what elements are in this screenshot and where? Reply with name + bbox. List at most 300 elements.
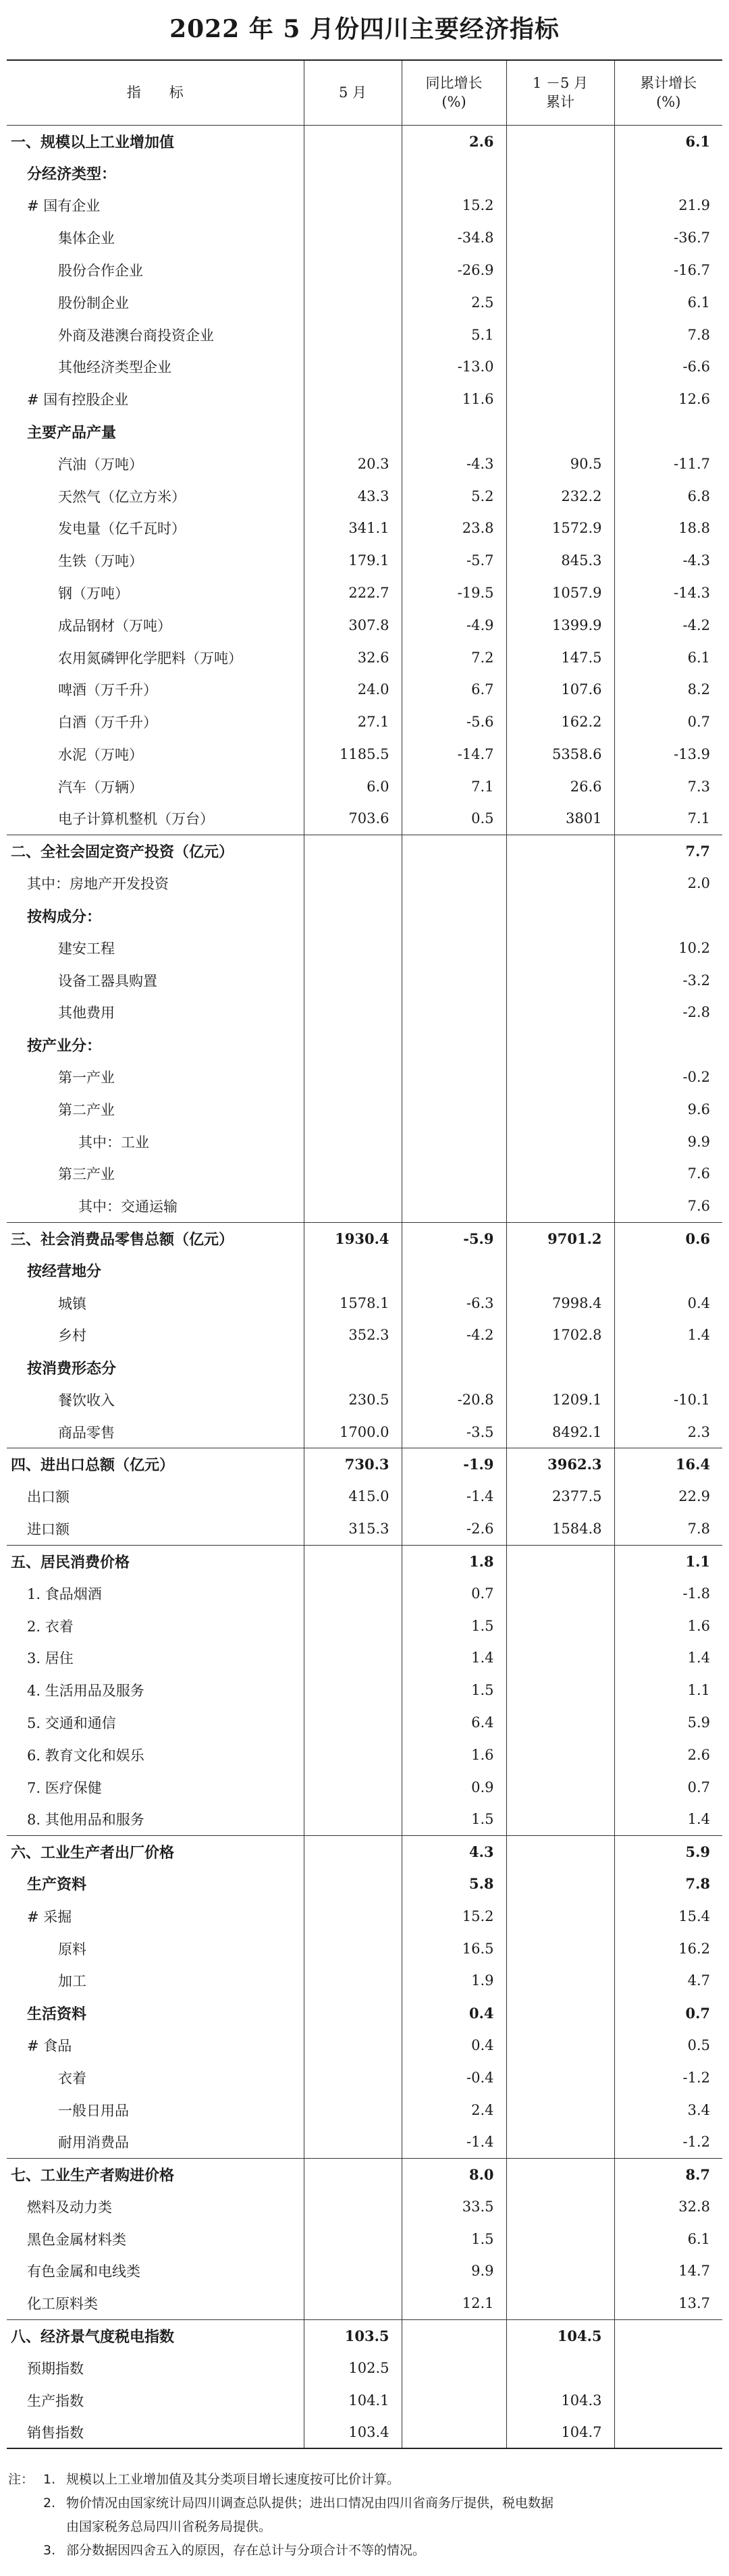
row-value bbox=[402, 1093, 506, 1126]
row-value: 5358.6 bbox=[506, 738, 614, 770]
row-value: 12.6 bbox=[614, 383, 722, 415]
row-value: 15.4 bbox=[614, 1900, 722, 1933]
table-body bbox=[7, 125, 722, 2448]
row-value bbox=[614, 2352, 722, 2384]
row-value bbox=[402, 964, 506, 997]
row-value: -36.7 bbox=[614, 221, 722, 254]
table-row bbox=[7, 1028, 722, 1061]
row-value: 9.9 bbox=[402, 2255, 506, 2288]
footnote bbox=[8, 2468, 721, 2492]
row-value: 90.5 bbox=[506, 448, 614, 480]
row-value: 43.3 bbox=[304, 480, 402, 512]
row-value bbox=[506, 1577, 614, 1610]
row-label: 主要产品产量 bbox=[27, 423, 117, 442]
row-value bbox=[304, 1997, 402, 2029]
row-label: 按经营地分 bbox=[27, 1263, 102, 1281]
row-value bbox=[304, 1545, 402, 1577]
row-value bbox=[402, 1158, 506, 1190]
row-value: -14.7 bbox=[402, 738, 506, 770]
row-value: 23.8 bbox=[402, 512, 506, 545]
row-label: 成品钢材（万吨） bbox=[58, 617, 171, 634]
header-may bbox=[304, 60, 402, 125]
row-value: 1.6 bbox=[614, 1610, 722, 1642]
row-label: # 食品 bbox=[27, 2037, 72, 2054]
row-value: 1057.9 bbox=[506, 577, 614, 609]
table-row bbox=[7, 125, 722, 157]
row-value: 845.3 bbox=[506, 544, 614, 577]
table-row bbox=[7, 803, 722, 835]
row-label: 生产指数 bbox=[27, 2392, 84, 2409]
row-value: 315.3 bbox=[304, 1513, 402, 1545]
row-value bbox=[506, 1610, 614, 1642]
row-value: 33.5 bbox=[402, 2190, 506, 2223]
table-row bbox=[7, 1093, 722, 1126]
row-value bbox=[304, 1933, 402, 1965]
row-value: 7.8 bbox=[614, 319, 722, 351]
row-label: 有色金属和电线类 bbox=[27, 2263, 140, 2280]
row-value bbox=[304, 932, 402, 964]
table-row bbox=[7, 2029, 722, 2061]
row-value bbox=[614, 2319, 722, 2352]
row-value: 352.3 bbox=[304, 1319, 402, 1351]
row-label: 化工原料类 bbox=[27, 2296, 98, 2313]
row-value: 16.4 bbox=[614, 1448, 722, 1481]
row-value: 1.4 bbox=[614, 1319, 722, 1351]
row-value bbox=[304, 221, 402, 254]
row-value bbox=[506, 2352, 614, 2384]
row-value: 102.5 bbox=[304, 2352, 402, 2384]
row-label: 设备工器具购置 bbox=[58, 972, 157, 989]
row-value: 1930.4 bbox=[304, 1222, 402, 1255]
table-row bbox=[7, 1641, 722, 1674]
row-label: 燃料及动力类 bbox=[27, 2199, 112, 2215]
row-value: 7.1 bbox=[402, 770, 506, 803]
row-value: 415.0 bbox=[304, 1480, 402, 1513]
row-value: -1.2 bbox=[614, 2126, 722, 2158]
row-label: 三、社会消费品零售总额（亿元） bbox=[7, 1222, 304, 1255]
row-value: 147.5 bbox=[506, 641, 614, 674]
row-label: 分经济类型： bbox=[27, 165, 117, 184]
row-value: 307.8 bbox=[304, 609, 402, 641]
row-value: 22.9 bbox=[614, 1480, 722, 1513]
footnote-text: 规模以上工业增加值及其分类项目增长速度按可比价计算。 bbox=[66, 2472, 400, 2487]
header-text: 同比增长 bbox=[425, 75, 483, 92]
table-row bbox=[7, 1577, 722, 1610]
row-value: 1578.1 bbox=[304, 1287, 402, 1319]
row-label: 啤酒（万千升） bbox=[58, 682, 157, 699]
header-yoy bbox=[402, 60, 506, 125]
row-value: 6.7 bbox=[402, 674, 506, 706]
row-value: -1.4 bbox=[402, 1480, 506, 1513]
row-value bbox=[614, 1028, 722, 1061]
table-row bbox=[7, 2126, 722, 2158]
header-text: (%) bbox=[656, 94, 681, 111]
row-value: 27.1 bbox=[304, 706, 402, 738]
row-value bbox=[506, 2126, 614, 2158]
row-label: 商品零售 bbox=[58, 1424, 115, 1441]
footnote-text: 部分数据因四舍五入的原因，存在总计与分项合计不等的情况。 bbox=[66, 2543, 426, 2558]
row-value: 104.3 bbox=[506, 2384, 614, 2417]
row-value bbox=[506, 383, 614, 415]
row-label: 农用氮磷钾化学肥料（万吨） bbox=[58, 650, 242, 666]
row-value bbox=[304, 899, 402, 932]
row-value bbox=[506, 125, 614, 157]
row-value: 20.3 bbox=[304, 448, 402, 480]
row-label: 其中：工业 bbox=[78, 1134, 149, 1151]
row-value bbox=[506, 1900, 614, 1933]
row-label: 外商及港澳台商投资企业 bbox=[58, 327, 214, 344]
row-value bbox=[304, 2190, 402, 2223]
table-row bbox=[7, 1126, 722, 1158]
row-value: -4.9 bbox=[402, 609, 506, 641]
row-value: 1.9 bbox=[402, 1964, 506, 1997]
row-value: -20.8 bbox=[402, 1384, 506, 1416]
row-value bbox=[304, 1351, 402, 1384]
row-label: 衣着 bbox=[58, 2070, 86, 2086]
table-row bbox=[7, 2190, 722, 2223]
footnote-text-continued: 由国家税务总局四川省税务局提供。 bbox=[66, 2519, 272, 2534]
row-value: 6.1 bbox=[614, 286, 722, 319]
row-value bbox=[304, 125, 402, 157]
row-value bbox=[304, 1706, 402, 1739]
row-label: 4. 生活用品及服务 bbox=[27, 1683, 144, 1700]
row-value: 26.6 bbox=[506, 770, 614, 803]
row-value bbox=[506, 1835, 614, 1868]
row-value: -11.7 bbox=[614, 448, 722, 480]
table-row bbox=[7, 1933, 722, 1965]
table-row bbox=[7, 932, 722, 964]
table-row bbox=[7, 1287, 722, 1319]
row-value bbox=[402, 2319, 506, 2352]
header-text: 累计增长 bbox=[640, 75, 697, 92]
row-value: 1.1 bbox=[614, 1674, 722, 1706]
row-value bbox=[506, 1351, 614, 1384]
table-row bbox=[7, 1416, 722, 1448]
row-value: -13.9 bbox=[614, 738, 722, 770]
row-value bbox=[506, 2255, 614, 2288]
table-row bbox=[7, 674, 722, 706]
footnote-number: 2. bbox=[43, 2496, 56, 2511]
row-value: 7.2 bbox=[402, 641, 506, 674]
row-value bbox=[402, 1190, 506, 1222]
row-value: 1399.9 bbox=[506, 609, 614, 641]
row-value: 2.0 bbox=[614, 867, 722, 899]
table-row bbox=[7, 2061, 722, 2094]
row-value bbox=[506, 1641, 614, 1674]
row-value bbox=[304, 2126, 402, 2158]
row-value bbox=[506, 997, 614, 1029]
table-row bbox=[7, 899, 722, 932]
row-label: # 国有控股企业 bbox=[27, 392, 129, 409]
footnote-label: 注： bbox=[8, 2472, 34, 2487]
row-value bbox=[304, 1028, 402, 1061]
row-label: 7. 医疗保健 bbox=[27, 1779, 102, 1796]
row-value: 9.9 bbox=[614, 1126, 722, 1158]
row-value bbox=[506, 1093, 614, 1126]
row-label: 五、居民消费价格 bbox=[7, 1545, 304, 1577]
row-value: -1.2 bbox=[614, 2061, 722, 2094]
row-value bbox=[614, 1255, 722, 1287]
row-value: 179.1 bbox=[304, 544, 402, 577]
row-value: 14.7 bbox=[614, 2255, 722, 2288]
row-value: 2.6 bbox=[614, 1739, 722, 1771]
row-value: 232.2 bbox=[506, 480, 614, 512]
row-value bbox=[402, 157, 506, 190]
row-value: 1.4 bbox=[614, 1803, 722, 1835]
row-value: 15.2 bbox=[402, 190, 506, 222]
row-label: 白酒（万千升） bbox=[58, 714, 157, 731]
table-row bbox=[7, 2223, 722, 2255]
row-value: 1209.1 bbox=[506, 1384, 614, 1416]
header-text: (%) bbox=[441, 94, 466, 111]
row-value bbox=[304, 2223, 402, 2255]
row-value: 32.8 bbox=[614, 2190, 722, 2223]
row-label: 其中：交通运输 bbox=[78, 1198, 178, 1215]
row-value: 4.7 bbox=[614, 1964, 722, 1997]
row-value: 6.0 bbox=[304, 770, 402, 803]
row-label: 6. 教育文化和娱乐 bbox=[27, 1747, 144, 1764]
table-row bbox=[7, 1964, 722, 1997]
row-value bbox=[304, 1093, 402, 1126]
header-cumulative bbox=[506, 60, 614, 125]
table-row bbox=[7, 738, 722, 770]
row-value: 107.6 bbox=[506, 674, 614, 706]
row-label: 其他费用 bbox=[58, 1005, 115, 1022]
table-row bbox=[7, 1255, 722, 1287]
row-value bbox=[506, 1028, 614, 1061]
row-value: 2.5 bbox=[402, 286, 506, 319]
row-value: 0.4 bbox=[402, 2029, 506, 2061]
row-value: 9701.2 bbox=[506, 1222, 614, 1255]
row-value bbox=[304, 1739, 402, 1771]
table-row bbox=[7, 1190, 722, 1222]
row-label: 建安工程 bbox=[58, 940, 115, 957]
row-value bbox=[304, 2094, 402, 2126]
table-row bbox=[7, 1900, 722, 1933]
row-value: 0.6 bbox=[614, 1222, 722, 1255]
row-value bbox=[304, 1577, 402, 1610]
row-value bbox=[304, 997, 402, 1029]
row-label: 预期指数 bbox=[27, 2360, 84, 2377]
row-value bbox=[506, 1771, 614, 1804]
row-value bbox=[304, 2158, 402, 2190]
table-row bbox=[7, 641, 722, 674]
row-value: 21.9 bbox=[614, 190, 722, 222]
row-value: -1.4 bbox=[402, 2126, 506, 2158]
row-value bbox=[304, 2029, 402, 2061]
footnote-label bbox=[8, 2539, 43, 2562]
row-value: 222.7 bbox=[304, 577, 402, 609]
row-value: 0.4 bbox=[402, 1997, 506, 2029]
table-row bbox=[7, 2384, 722, 2417]
header-text: 指 标 bbox=[126, 84, 184, 101]
row-value: 3801 bbox=[506, 803, 614, 835]
row-value bbox=[506, 286, 614, 319]
row-value bbox=[614, 1351, 722, 1384]
row-value: -4.3 bbox=[402, 448, 506, 480]
table-row bbox=[7, 448, 722, 480]
table-row bbox=[7, 2255, 722, 2288]
table-row bbox=[7, 2287, 722, 2319]
row-value: 1.1 bbox=[614, 1545, 722, 1577]
header-cum-growth bbox=[614, 60, 722, 125]
row-value bbox=[506, 964, 614, 997]
table-row bbox=[7, 2094, 722, 2126]
row-value bbox=[506, 1190, 614, 1222]
table-row bbox=[7, 1739, 722, 1771]
row-value: 0.7 bbox=[614, 1997, 722, 2029]
table-row bbox=[7, 1610, 722, 1642]
row-value bbox=[402, 1028, 506, 1061]
row-label: 餐饮收入 bbox=[58, 1392, 115, 1409]
row-value: -0.2 bbox=[614, 1061, 722, 1093]
row-value: 5.8 bbox=[402, 1868, 506, 1900]
table-row bbox=[7, 1351, 722, 1384]
row-value: 13.7 bbox=[614, 2287, 722, 2319]
footnote bbox=[8, 2539, 721, 2562]
row-label: 电子计算机整机（万台） bbox=[58, 811, 214, 828]
row-label: 生产资料 bbox=[27, 1876, 87, 1894]
row-value: 7998.4 bbox=[506, 1287, 614, 1319]
table-row bbox=[7, 190, 722, 222]
row-value: 32.6 bbox=[304, 641, 402, 674]
row-value: -14.3 bbox=[614, 577, 722, 609]
row-value: -4.2 bbox=[402, 1319, 506, 1351]
row-value: -5.6 bbox=[402, 706, 506, 738]
row-value: -2.6 bbox=[402, 1513, 506, 1545]
table-row bbox=[7, 2158, 722, 2190]
row-value: 104.5 bbox=[506, 2319, 614, 2352]
row-value bbox=[402, 2352, 506, 2384]
row-label: 2. 衣着 bbox=[27, 1618, 74, 1635]
row-value bbox=[506, 1868, 614, 1900]
row-label: 按产业分： bbox=[27, 1036, 102, 1055]
row-value: 103.4 bbox=[304, 2417, 402, 2449]
row-value: 7.7 bbox=[614, 835, 722, 868]
table-row bbox=[7, 512, 722, 545]
row-value: -6.6 bbox=[614, 351, 722, 384]
table-row bbox=[7, 1158, 722, 1190]
row-value: 1700.0 bbox=[304, 1416, 402, 1448]
row-value bbox=[304, 1674, 402, 1706]
header-text: 5 月 bbox=[338, 84, 367, 101]
row-value: 5.9 bbox=[614, 1706, 722, 1739]
row-value: 8.2 bbox=[614, 674, 722, 706]
row-value bbox=[506, 2287, 614, 2319]
row-value bbox=[506, 2223, 614, 2255]
row-value: 7.6 bbox=[614, 1158, 722, 1190]
table-row bbox=[7, 1384, 722, 1416]
row-label: 八、经济景气度税电指数 bbox=[7, 2319, 304, 2352]
row-value: 7.6 bbox=[614, 1190, 722, 1222]
table-row bbox=[7, 221, 722, 254]
row-value: -5.7 bbox=[402, 544, 506, 577]
row-value: 1.4 bbox=[402, 1641, 506, 1674]
row-value: 6.1 bbox=[614, 125, 722, 157]
row-value bbox=[304, 351, 402, 384]
row-label: 汽油（万吨） bbox=[58, 456, 143, 473]
row-value: 1.5 bbox=[402, 1803, 506, 1835]
footnote bbox=[8, 2492, 721, 2515]
header-text: 累计 bbox=[546, 94, 574, 111]
row-value bbox=[402, 2384, 506, 2417]
row-value bbox=[402, 1255, 506, 1287]
row-label: 8. 其他用品和服务 bbox=[27, 1812, 144, 1829]
row-value bbox=[304, 2061, 402, 2094]
row-value bbox=[506, 1997, 614, 2029]
row-value: 4.3 bbox=[402, 1835, 506, 1868]
table-row bbox=[7, 706, 722, 738]
row-value: 3.4 bbox=[614, 2094, 722, 2126]
row-value bbox=[506, 190, 614, 222]
row-value: 7.1 bbox=[614, 803, 722, 835]
row-value bbox=[304, 1964, 402, 1997]
row-value bbox=[506, 1126, 614, 1158]
table-row bbox=[7, 1706, 722, 1739]
page-title: 2022 年 5 月份四川主要经济指标 bbox=[169, 15, 560, 43]
row-value: 8492.1 bbox=[506, 1416, 614, 1448]
row-label: 其他经济类型企业 bbox=[58, 359, 171, 376]
row-value bbox=[506, 1964, 614, 1997]
row-value bbox=[614, 2417, 722, 2449]
row-value bbox=[402, 415, 506, 448]
row-value bbox=[304, 1835, 402, 1868]
table-row bbox=[7, 2319, 722, 2352]
row-value: 8.0 bbox=[402, 2158, 506, 2190]
table-row bbox=[7, 2417, 722, 2449]
row-value bbox=[614, 2384, 722, 2417]
table-row bbox=[7, 544, 722, 577]
row-label: 七、工业生产者购进价格 bbox=[7, 2158, 304, 2190]
row-value bbox=[304, 964, 402, 997]
row-value bbox=[506, 2094, 614, 2126]
row-value: 15.2 bbox=[402, 1900, 506, 1933]
row-value bbox=[402, 2417, 506, 2449]
row-value bbox=[304, 1190, 402, 1222]
row-value bbox=[304, 1255, 402, 1287]
row-value: 104.1 bbox=[304, 2384, 402, 2417]
row-value: 0.7 bbox=[402, 1577, 506, 1610]
row-value: -26.9 bbox=[402, 254, 506, 286]
table-row bbox=[7, 867, 722, 899]
row-value bbox=[506, 319, 614, 351]
table-row bbox=[7, 1448, 722, 1481]
table-row bbox=[7, 319, 722, 351]
table-row bbox=[7, 609, 722, 641]
row-value: 104.7 bbox=[506, 2417, 614, 2449]
row-value bbox=[506, 1674, 614, 1706]
row-label: 5. 交通和通信 bbox=[27, 1714, 116, 1731]
table-row bbox=[7, 1319, 722, 1351]
row-value bbox=[506, 415, 614, 448]
row-value: 1702.8 bbox=[506, 1319, 614, 1351]
row-label: 进口额 bbox=[27, 1521, 70, 1537]
indicators-table bbox=[7, 59, 722, 2449]
row-value: -4.3 bbox=[614, 544, 722, 577]
row-value bbox=[304, 286, 402, 319]
row-value: 16.5 bbox=[402, 1933, 506, 1965]
table-row bbox=[7, 254, 722, 286]
row-value bbox=[506, 1739, 614, 1771]
row-value: 1.5 bbox=[402, 1674, 506, 1706]
row-value: -3.2 bbox=[614, 964, 722, 997]
row-label: 原料 bbox=[58, 1941, 86, 1957]
row-value bbox=[402, 1126, 506, 1158]
row-value: -10.1 bbox=[614, 1384, 722, 1416]
row-value bbox=[506, 835, 614, 868]
row-value bbox=[304, 415, 402, 448]
row-value: 5.9 bbox=[614, 1835, 722, 1868]
